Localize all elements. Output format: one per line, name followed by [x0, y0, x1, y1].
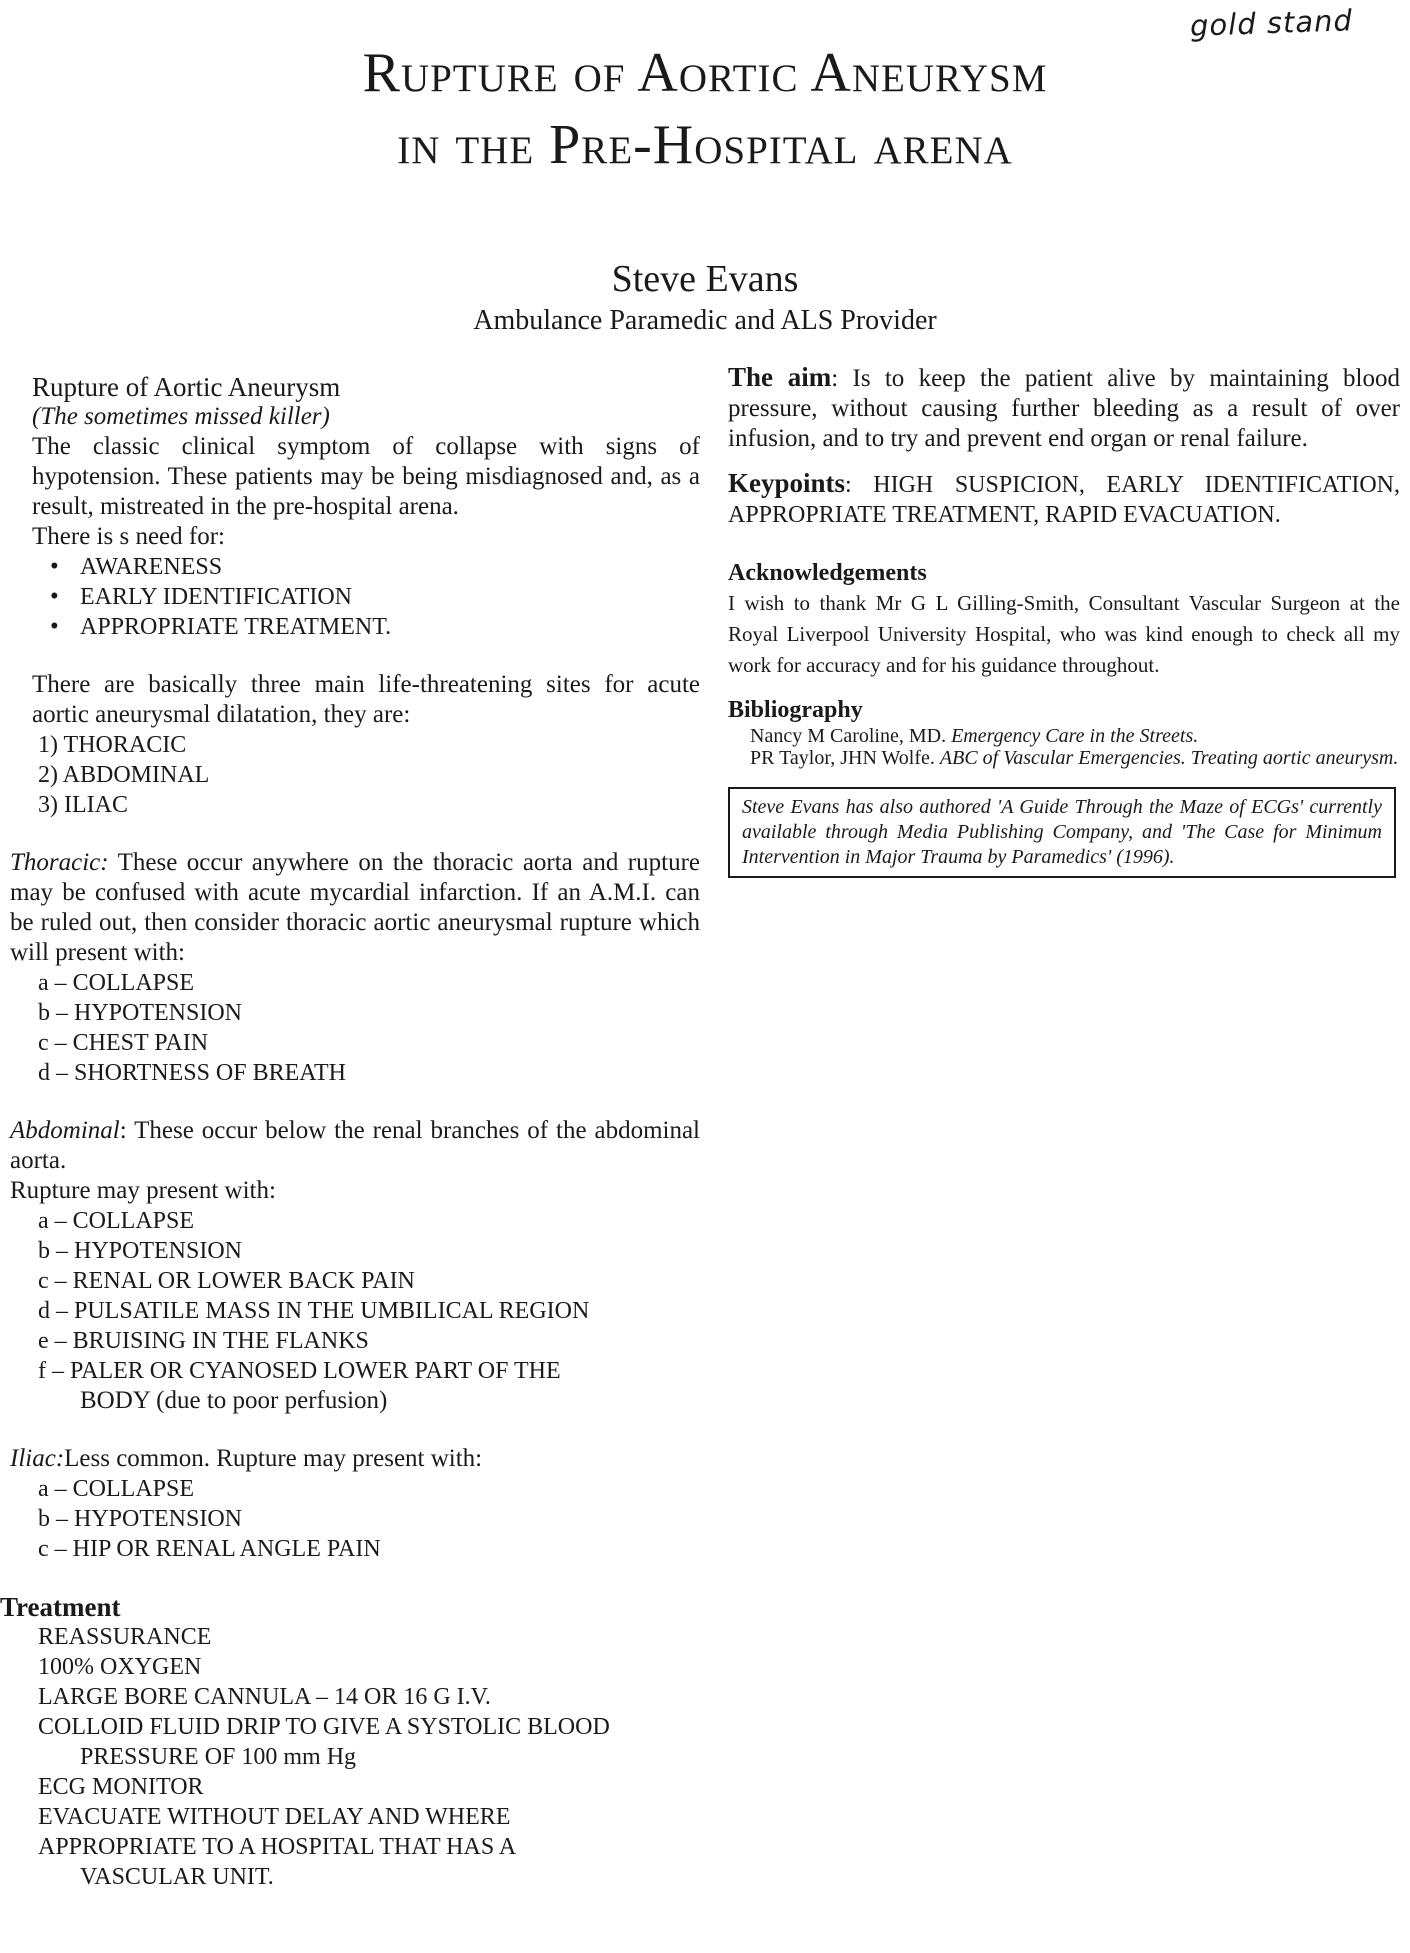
- page-title-line-1: Rupture of Aortic Aneurysm: [362, 42, 1048, 104]
- acknowledgements-text: I wish to thank Mr G L Gilling-Smith, Consultant Vascular Surgeon at the Royal Liverpool University Hospital, who was kind enough to check all my work for accuracy and for his guidance throughout.: [728, 591, 1400, 677]
- list-item-continuation: VASCULAR UNIT.: [80, 1864, 274, 1890]
- list-item: 3) ILIAC: [38, 792, 128, 818]
- handwritten-note: gold stand: [1189, 3, 1354, 43]
- list-item: f – PALER OR CYANOSED LOWER PART OF THE: [38, 1358, 561, 1384]
- list-item: a – COLLAPSE: [38, 1208, 194, 1234]
- list-item: a – COLLAPSE: [38, 1476, 194, 1502]
- list-item: 100% OXYGEN: [38, 1654, 202, 1680]
- bibliography-item: Nancy M Caroline, MD. Emergency Care in the Streets.: [750, 725, 1199, 747]
- list-item-continuation: PRESSURE OF 100 mm Hg: [80, 1744, 357, 1770]
- keypoints-paragraph: Keypoints: HIGH SUSPICION, EARLY IDENTIFICATION, APPROPRIATE TREATMENT, RAPID EVACUATION.: [728, 468, 1400, 528]
- bibliography-item: PR Taylor, JHN Wolfe. ABC of Vascular Emergencies. Treating aortic aneurysm.: [750, 747, 1399, 769]
- list-item: c – RENAL OR LOWER BACK PAIN: [38, 1268, 415, 1294]
- list-item: 2) ABDOMINAL: [38, 762, 210, 788]
- thoracic-paragraph: Thoracic: These occur anywhere on the thoracic aorta and rupture may be confused with acute mycardial infarction. If an A.M.I. can be ruled out, then consider thoracic aortic aneurysmal rupture which will present with:: [10, 849, 700, 966]
- author-note-box: Steve Evans has also authored 'A Guide Through the Maze of ECGs' currently available through Media Publishing Company, and 'The Case for Minimum Intervention in Major Trauma by Paramedics' (1996).: [728, 787, 1396, 878]
- bibliography-heading: Bibliography: [728, 697, 863, 723]
- list-item: d – SHORTNESS OF BREATH: [38, 1060, 346, 1086]
- list-item: b – HYPOTENSION: [38, 1000, 242, 1026]
- list-item: • AWARENESS: [50, 553, 223, 580]
- treatment-heading: Treatment: [0, 1592, 121, 1622]
- list-item: REASSURANCE: [38, 1624, 212, 1650]
- aim-paragraph: The aim: Is to keep the patient alive by maintaining blood pressure, without causing further bleeding as a result of over infusion, and to try and prevent end organ or renal failure.: [728, 362, 1400, 452]
- sites-intro: There are basically three main life-threatening sites for acute aortic aneurysmal dilatation, they are:: [32, 671, 700, 728]
- list-item: APPROPRIATE TO A HOSPITAL THAT HAS A: [38, 1834, 517, 1860]
- author-name: Steve Evans: [611, 258, 799, 300]
- right-column: [728, 362, 1400, 878]
- abdominal-present: Rupture may present with:: [10, 1177, 276, 1204]
- list-item: b – HYPOTENSION: [38, 1238, 242, 1264]
- list-item: e – BRUISING IN THE FLANKS: [38, 1328, 369, 1354]
- list-item: b – HYPOTENSION: [38, 1506, 242, 1532]
- author-role: Ambulance Paramedic and ALS Provider: [473, 305, 937, 336]
- list-item: • EARLY IDENTIFICATION: [50, 583, 353, 610]
- list-item: LARGE BORE CANNULA – 14 OR 16 G I.V.: [38, 1684, 491, 1710]
- abdominal-paragraph: Abdominal: These occur below the renal branches of the abdominal aorta.: [10, 1117, 700, 1174]
- list-item: a – COLLAPSE: [38, 970, 194, 996]
- list-item: ECG MONITOR: [38, 1774, 204, 1800]
- list-item: • APPROPRIATE TREATMENT.: [50, 613, 392, 640]
- list-item: EVACUATE WITHOUT DELAY AND WHERE: [38, 1804, 511, 1830]
- intro-paragraph: The classic clinical symptom of collapse with signs of hypotension. These patients may be being misdiagnosed and, as a result, mistreated in the pre-hospital arena.: [32, 433, 700, 520]
- page-title-line-2: in the Pre-Hospital arena: [397, 114, 1013, 176]
- iliac-paragraph: Iliac:Less common. Rupture may present with:: [10, 1445, 483, 1472]
- list-item: d – PULSATILE MASS IN THE UMBILICAL REGION: [38, 1298, 590, 1324]
- list-item: 1) THORACIC: [38, 732, 187, 758]
- need-intro: There is s need for:: [32, 523, 225, 550]
- list-item: c – HIP OR RENAL ANGLE PAIN: [38, 1536, 381, 1562]
- list-item-continuation: BODY (due to poor perfusion): [80, 1387, 388, 1414]
- list-item: COLLOID FLUID DRIP TO GIVE A SYSTOLIC BLOOD: [38, 1714, 610, 1740]
- section-subheading: (The sometimes missed killer): [32, 403, 330, 430]
- acknowledgements-heading: Acknowledgements: [728, 560, 927, 586]
- list-item: c – CHEST PAIN: [38, 1030, 209, 1056]
- section-heading: Rupture of Aortic Aneurysm: [32, 372, 341, 402]
- left-column: [0, 372, 700, 1892]
